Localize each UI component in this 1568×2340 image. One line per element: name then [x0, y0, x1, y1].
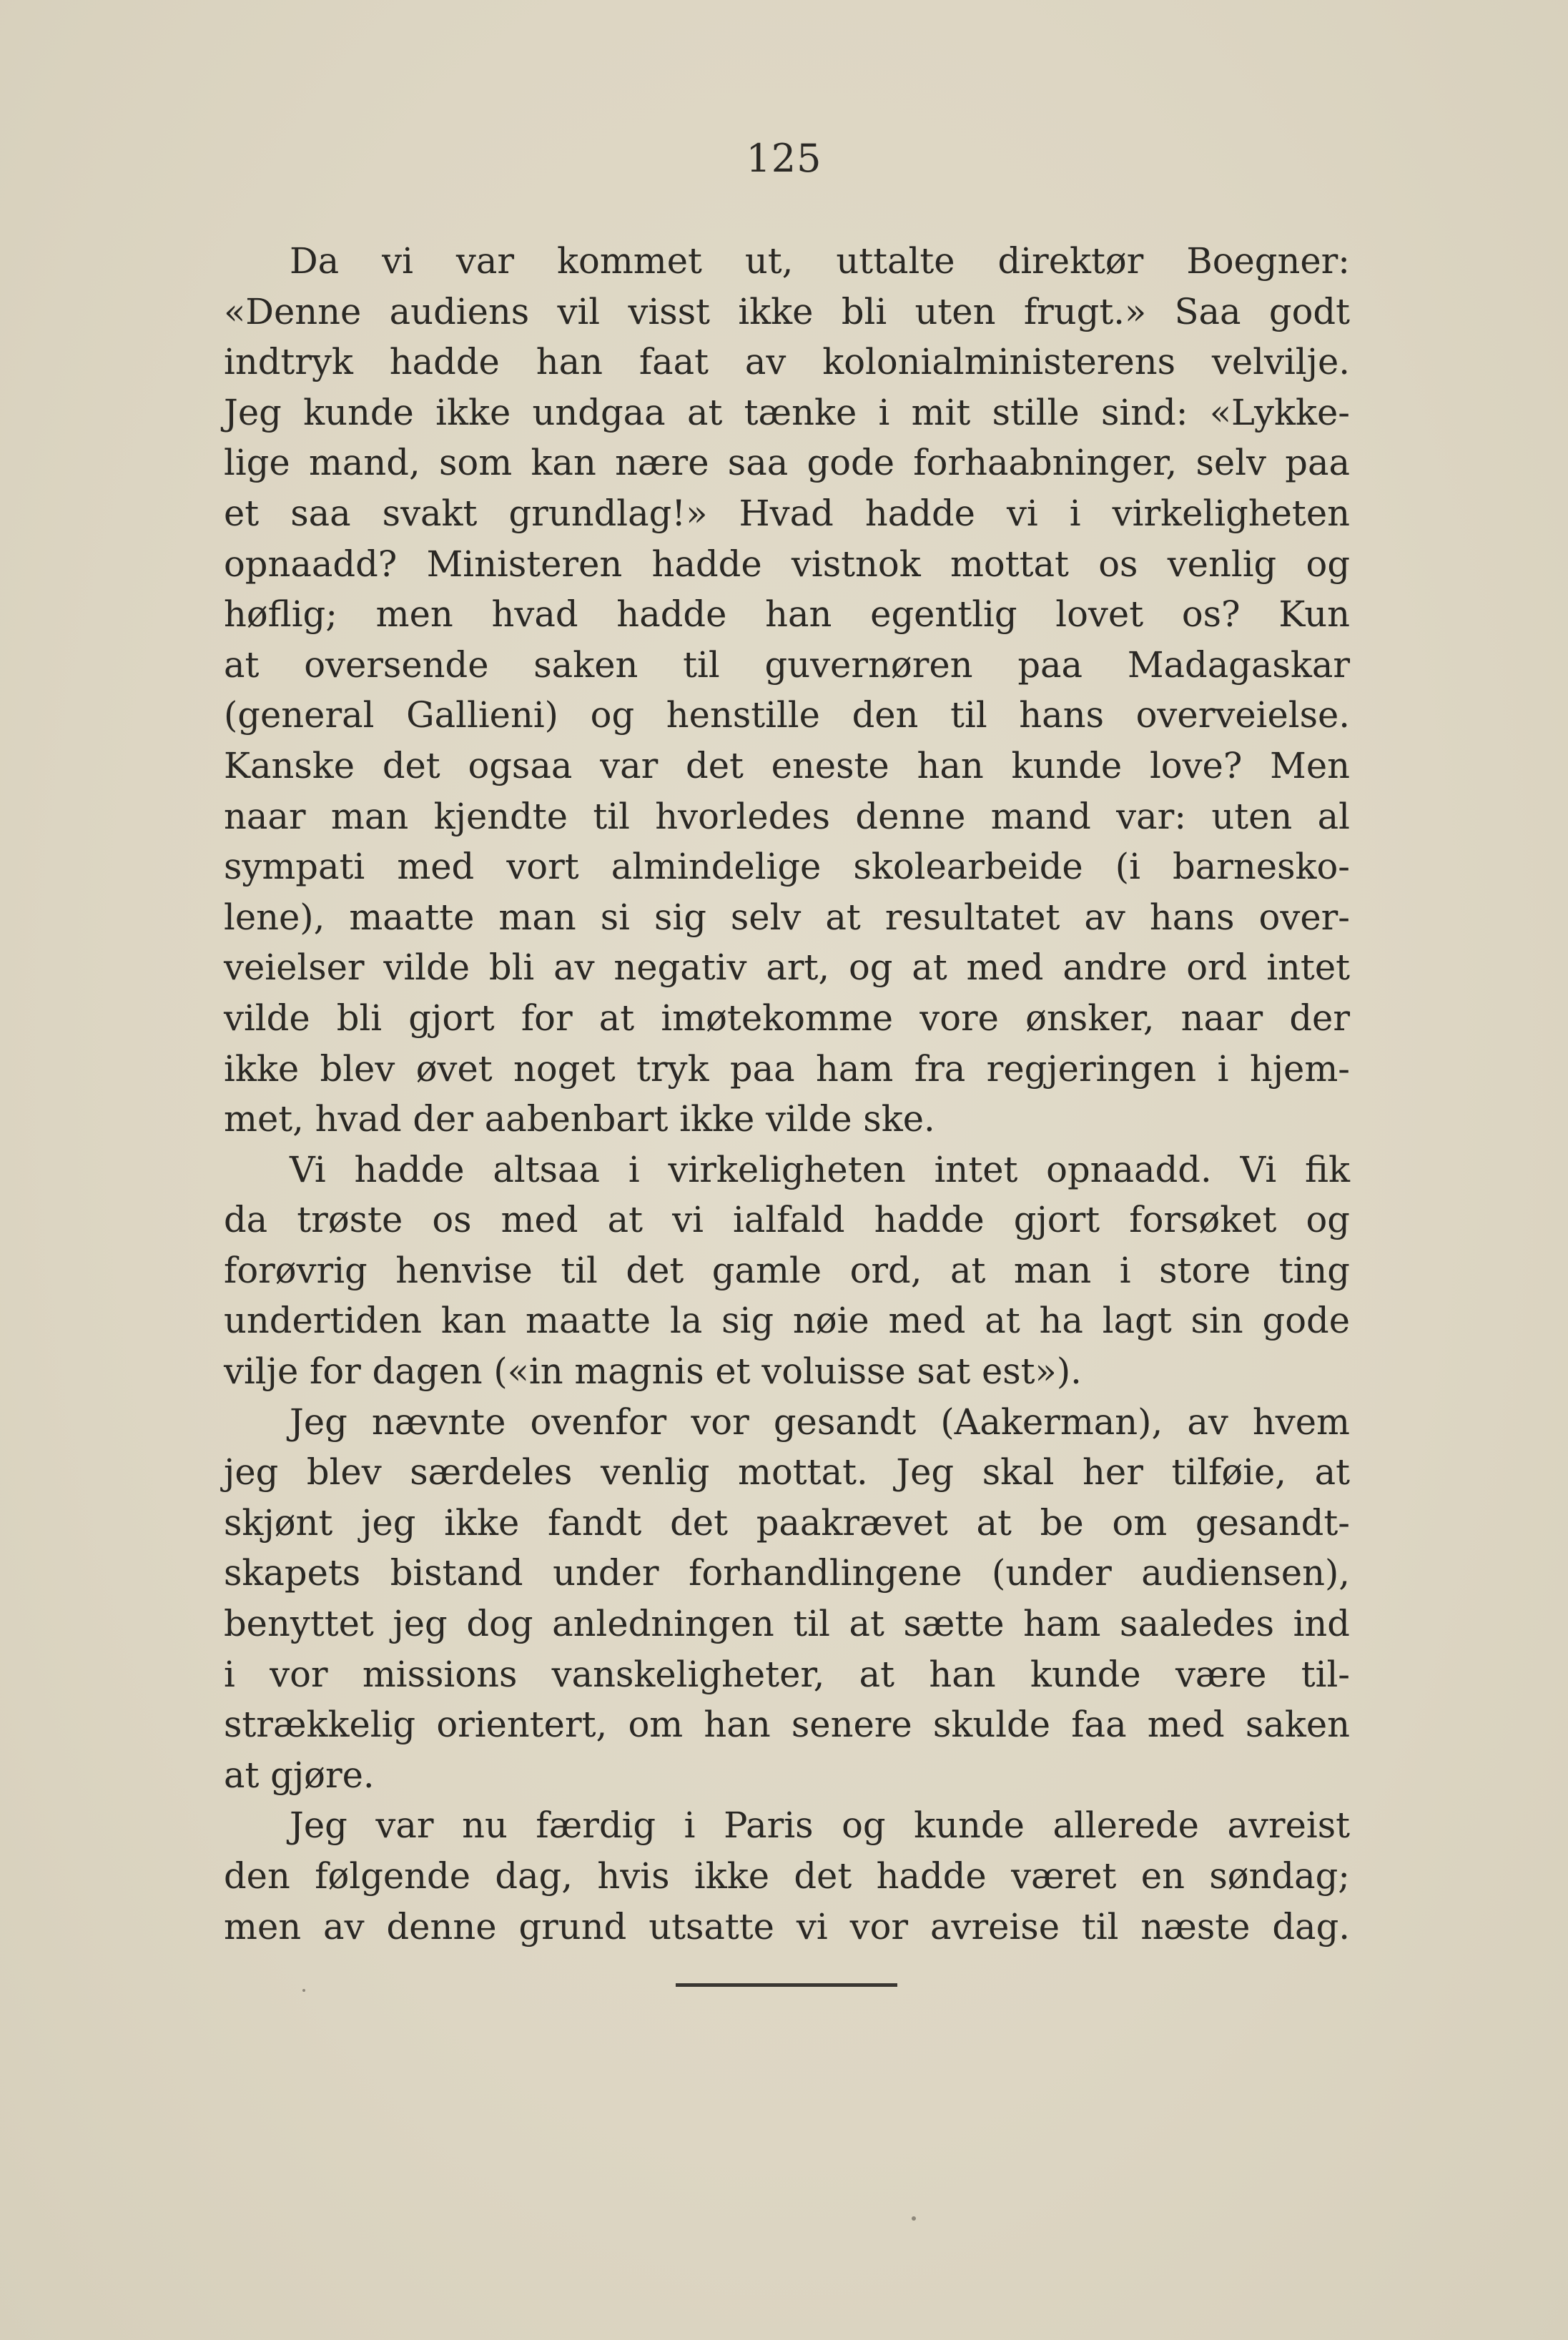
- text-line: veielser vilde bli av negativ art, og at med andre ord intet: [224, 947, 1350, 989]
- text-line: Jeg kunde ikke undgaa at tænke i mit stille sind: «Lykke-: [224, 391, 1350, 433]
- paper-speck: [302, 1989, 305, 1992]
- text-line: ikke blev øvet noget tryk paa ham fra regjeringen i hjem-: [224, 1047, 1350, 1090]
- text-line: at oversende saken til guvernøren paa Madagaskar: [224, 643, 1350, 686]
- text-line: opnaadd? Ministeren hadde vistnok mottat os venlig og: [224, 543, 1350, 585]
- text-line: vilde bli gjort for at imøtekomme vore ønsker, naar der: [224, 997, 1350, 1039]
- text-line: strækkelig orientert, om han senere skulde faa med saken: [224, 1704, 1350, 1746]
- text-line: Vi hadde altsaa i virkeligheten intet opnaadd. Vi fik: [290, 1148, 1350, 1190]
- text-line: jeg blev særdeles venlig mottat. Jeg skal her tilføie, at: [224, 1451, 1350, 1494]
- text-line: Kanske det ogsaa var det eneste han kunde love? Men: [224, 744, 1350, 786]
- text-line: forøvrig henvise til det gamle ord, at man i store ting: [224, 1249, 1350, 1291]
- text-line: naar man kjendte til hvorledes denne mand var: uten al: [224, 795, 1350, 837]
- text-line: undertiden kan maatte la sig nøie med at ha lagt sin gode: [224, 1300, 1350, 1342]
- text-line: skapets bistand under forhandlingene (under audiensen),: [224, 1552, 1350, 1594]
- text-line: den følgende dag, hvis ikke det hadde været en søndag;: [224, 1855, 1350, 1897]
- paragraph: [224, 1397, 1350, 1801]
- text-line: sympati med vort almindelige skolearbeide (i barnesko-: [224, 846, 1350, 888]
- text-line: da trøste os med at vi ialfald hadde gjort forsøket og: [224, 1199, 1350, 1241]
- body-text: [224, 236, 1350, 1952]
- page-number: 125: [746, 136, 822, 181]
- text-line: Da vi var kommet ut, uttalte direktør Boegner:: [290, 240, 1350, 282]
- text-line: (general Gallieni) og henstille den til hans overveielse.: [224, 694, 1350, 736]
- text-line: lige mand, som kan nære saa gode forhaabninger, selv paa: [224, 442, 1350, 484]
- paper-speck: [912, 2216, 916, 2221]
- paragraph: [224, 236, 1350, 1145]
- text-line: lene), maatte man si sig selv at resultatet av hans over-: [224, 896, 1350, 938]
- section-divider: [676, 1983, 897, 1987]
- text-line: benyttet jeg dog anledningen til at sætte ham saaledes ind: [224, 1603, 1350, 1645]
- text-line: vilje for dagen («in magnis et voluisse sat est»).: [224, 1351, 1082, 1393]
- text-line: skjønt jeg ikke fandt det paakrævet at be om gesandt-: [224, 1501, 1350, 1544]
- text-line: et saa svakt grundlag!» Hvad hadde vi i virkeligheten: [224, 492, 1350, 534]
- text-line: indtryk hadde han faat av kolonialministerens velvilje.: [224, 341, 1350, 383]
- text-line: Jeg nævnte ovenfor vor gesandt (Aakerman), av hvem: [290, 1401, 1350, 1443]
- paragraph: [224, 1145, 1350, 1397]
- text-line: «Denne audiens vil visst ikke bli uten frugt.» Saa godt: [224, 290, 1350, 332]
- text-line: høflig; men hvad hadde han egentlig lovet os? Kun: [224, 593, 1350, 636]
- text-line: at gjøre.: [224, 1754, 375, 1796]
- text-line: met, hvad der aabenbart ikke vilde ske.: [224, 1098, 935, 1140]
- paragraph: [224, 1800, 1350, 1952]
- text-line: Jeg var nu færdig i Paris og kunde allerede avreist: [290, 1805, 1350, 1847]
- text-line: men av denne grund utsatte vi vor avreise til næste dag.: [224, 1905, 1350, 1947]
- text-line: i vor missions vanskeligheter, at han kunde være til-: [224, 1653, 1350, 1695]
